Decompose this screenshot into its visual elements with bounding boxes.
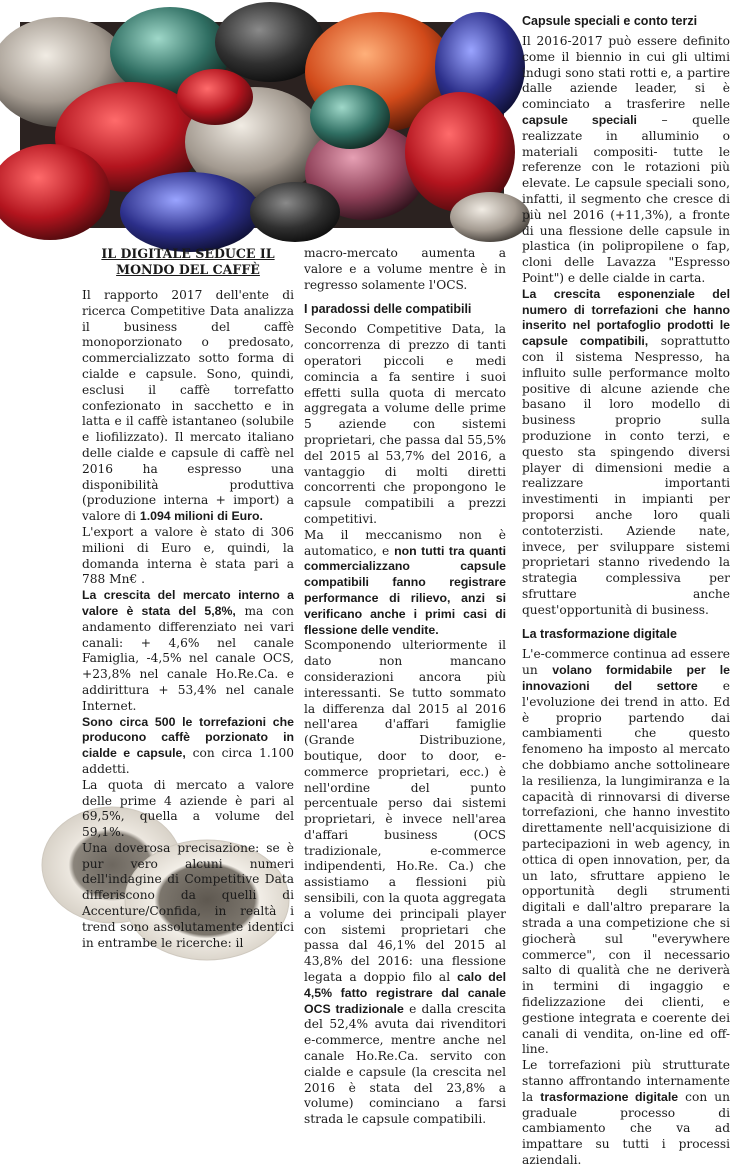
section-heading: Capsule speciali e conto terzi [522,14,698,28]
text: Le torrefazioni più strutturate stanno affrontando internamente la [522,1058,730,1104]
article-title: IL DIGITALE SEDUCE IL MONDO DEL CAFFÈ [101,246,275,277]
paragraph [304,638,506,1128]
paragraph: Una doverosa precisazione: se è pur vero alcuni numeri dell'indagine di Competitive Data differiscono da quelli di Accenture/Confida, in realtà i trend sono assolutamente identici in entrambe le ricerche: il [82,840,294,950]
text: Il 2016-2017 può essere definito come il biennio in cui gli ultimi indugi sono stati rotti e, a partire dalle aziende leader, si è cominciato a trasferire nelle [522,34,730,112]
text: e dalla crescita del 52,4% avuta dai rivenditori e-commerce, mentre anche nel canale Ho.Re.Ca. servito con cialde e capsule (la crescita nel 2016 è stata del 23,8% a volume) cominciano a farsi strada le capsule compatibili. [304,1001,506,1127]
text: e l'evoluzione dei trend in atto. Ed è proprio partendo dai cambiamenti che questo fenomeno ha imposto al mercato che dobbiamo anche sottolineare la resilienza, la lungimiranza e la capacità di rinnovarsi di diverse torrefazioni, che hanno investito direttamente nell'acquisizione di partecipazioni in web agency, in ottica di open innovation, per, da un lato, sfruttare appieno le opportunità degli strumenti digitali e dall'altro preparare la strada a una competizione che si giocherà sul "everywhere commerce", con il necessario salto di qualità che ne deriverà in termini di ingaggio e fidelizzazione dei clienti, e gestione integrata e coerente dei canali di vendita, on-line ed off-line. [522,679,730,1057]
paragraph [82,588,294,714]
text: con un graduale processo di cambiamento che va ad impattare su tutti i processi aziendali. [522,1089,730,1167]
paragraph [522,34,730,287]
column-2 [304,246,506,1128]
coffee-capsules-photo [20,22,504,228]
section-heading: La trasformazione digitale [522,627,677,642]
paragraph [304,528,506,639]
bold-text: La crescita del mercato interno a valore è stata del 5,8%, [82,588,294,618]
paragraph [522,1058,730,1169]
text: L'e-commerce continua ad essere un [522,647,730,678]
text: soprattutto con il sistema Nespresso, ha influito sulle performance molto positive di alcune aziende che basano il loro modello di business proprio sulla produzione in conto terzi, e questo sta spingendo diversi player di dimensioni medie a realizzare importanti investimenti in impianti per proporsi anche loro quali contoterzisti. Aziende nate, invece, per sviluppare sistemi proprietari stanno rivedendo la strategia complessiva per sfruttare anche quest'opportunità di business. [522,334,730,617]
paragraph: La quota di mercato a valore delle prime 4 aziende è pari al 69,5%, quella a volume del 59,1%. [82,777,294,840]
text: – quelle realizzate in alluminio o materiali compositi- tutte le referenze con le rotazioni più elevate. Le capsule speciali sono, infatti, il segmento che cresce di più nel 2016 (+11,3%), a fronte di una flessione delle capsule in plastica (in polipropilene o fap, cloni delle Lavazza "Espresso Point") e delle cialde in carta. [522,112,730,285]
text: Il rapporto 2017 dell'ente di ricerca Competitive Data analizza il business del caffè monoporzionato o predosato, commercializzato sotto forma di cialde e capsule. Sono, quindi, esclusi il caffè torrefatto confezionato in sacchetto e in latta e il caffè istantaneo (solubile e liofilizzato). Il mercato italiano delle cialde e capsule di caffè nel 2016 ha espresso una disponibilità produttiva (produzione interna + import) a valore di [82,288,294,524]
paragraph [522,287,730,619]
bold-text: volano formidabile per le innovazioni del settore [522,663,730,694]
paragraph: macro-mercato aumenta a valore e a volume mentre è in regresso solamente l'OCS. [304,246,506,292]
paragraph: L'export a valore è stato di 306 milioni di Euro e, quindi, la domanda interna è stata pari a 788 Mn€ . [82,524,294,587]
bold-text: trasformazione digitale [540,1089,679,1104]
bold-text: capsule speciali [522,112,637,127]
bold-text: La crescita esponenziale del numero di torrefazioni che hanno inserito nel portafoglio prodotti le capsule compatibili, [522,286,730,349]
text: con circa 1.100 addetti. [82,746,294,776]
bold-text: calo del 4,5% fatto registrare dal canale OCS tradizionale [304,970,507,1016]
bold-text: Sono circa 500 le torrefazioni che producono caffè porzionato in cialde e capsule, [82,714,294,761]
text: ma con andamento differenziato nei vari canali: + 4,6% nel canale Famiglia, -4,5% nel canale OCS, +23,8% nel canale Ho.Re.Ca. e addirittura + 53,4% nel canale Internet. [82,603,294,713]
section-heading: I paradossi delle compatibili [304,302,472,317]
text: Scomponendo ulteriormente il dato non mancano considerazioni ancora più interessanti. Se tutto sommato la differenza dal 2015 al 2016 nell'area d'affari famiglie (Grande Distribuzione, boutique, door to door, e-commerce proprietari, ecc.) è nell'ordine del punto percentuale perso dai sistemi proprietari, è invece nell'area d'affari business (OCS tradizionale, e-commerce indipendenti, Ho.Re. Ca.) che assistiamo a flessioni più sensibili, con la quota aggregata a volume dei principali player con sistemi proprietari che passa dal 46,1% del 2015 al 43,8% del 2016: una flessione legata a doppio filo al [304,638,506,985]
paragraph [82,288,294,525]
bold-text: 1.094 milioni di Euro. [139,509,263,524]
column-1 [82,246,294,951]
paragraph [522,647,730,1058]
paragraph: Secondo Competitive Data, la concorrenza di prezzo di tanti operatori piccoli e medi comincia a fa sentire i suoi effetti sulla quota di mercato aggregata a volume delle prime 5 aziende con sistemi proprietari, che passa dal 55,5% del 2015 al 53,7% del 2016, a vantaggio di molti diretti concorrenti che propongono le capsule compatibili a prezzi competitivi. [304,322,506,526]
column-3 [522,13,730,1169]
text: Ma il meccanismo non è automatico, e [304,527,506,558]
paragraph [82,715,294,778]
bold-text: non tutti tra quanti commercializzano capsule compatibili fanno registrare performance di rilievo, anzi si verificano anche i primi casi di flessione delle vendite. [304,543,506,637]
